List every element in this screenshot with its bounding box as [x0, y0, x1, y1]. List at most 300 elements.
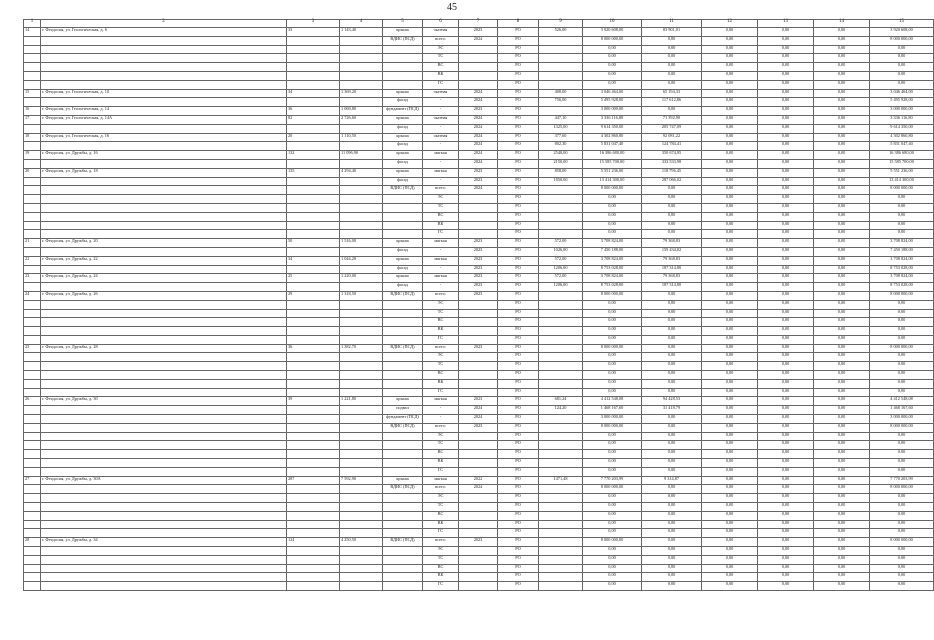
table-cell — [41, 406, 287, 415]
table-cell: 0,00 — [758, 503, 814, 512]
table-cell — [539, 573, 583, 582]
table-cell: всего: — [423, 291, 459, 300]
table-cell: РО — [498, 98, 539, 107]
table-cell — [41, 203, 287, 212]
table-cell: 0,00 — [758, 344, 814, 353]
table-row — [24, 459, 934, 468]
header-cell: 14 — [814, 20, 870, 28]
header-cell: 2 — [41, 20, 287, 28]
table-cell: 25 — [24, 344, 41, 353]
table-cell: 4 412 548,08 — [870, 397, 934, 406]
table-cell: 8 000 000,00 — [870, 36, 934, 45]
table-cell: 2023 — [459, 28, 498, 37]
table-cell: 0,00 — [642, 80, 702, 89]
header-cell: 12 — [702, 20, 758, 28]
table-cell: 0,00 — [814, 291, 870, 300]
table-cell: 1 318,50 — [340, 291, 383, 300]
table-cell: РО — [498, 230, 539, 239]
table-cell: мягкая — [423, 397, 459, 406]
table-cell — [340, 511, 383, 520]
table-cell: 92 081,22 — [642, 133, 702, 142]
table-cell: 0,00 — [702, 547, 758, 556]
table-cell — [41, 547, 287, 556]
table-cell: ВК — [423, 221, 459, 230]
table-cell — [383, 467, 423, 476]
table-cell: 0,00 — [870, 54, 934, 63]
table-cell: 0,00 — [642, 555, 702, 564]
table-cell: 0,00 — [758, 467, 814, 476]
table-cell: крыша — [383, 397, 423, 406]
table-cell — [340, 459, 383, 468]
table-cell: 0,00 — [814, 520, 870, 529]
table-cell: ВДИС (ПСД) — [383, 186, 423, 195]
table-cell: 0,00 — [642, 503, 702, 512]
table-row — [24, 80, 934, 89]
table-cell: 1026,00 — [539, 247, 583, 256]
table-cell — [287, 415, 340, 424]
table-cell — [287, 80, 340, 89]
table-cell: ГС — [423, 80, 459, 89]
table-cell: РО — [498, 485, 539, 494]
table-cell — [41, 555, 287, 564]
table-cell: 79 368,83 — [642, 256, 702, 265]
table-cell: 0,00 — [642, 212, 702, 221]
table-cell: 0,00 — [702, 71, 758, 80]
table-cell — [340, 327, 383, 336]
table-cell — [24, 309, 41, 318]
table-cell: 0,00 — [583, 230, 642, 239]
table-cell — [41, 327, 287, 336]
table-cell: 0,00 — [642, 441, 702, 450]
table-cell — [287, 177, 340, 186]
table-cell: - — [423, 406, 459, 415]
table-cell — [24, 573, 41, 582]
table-cell: 2024 — [459, 142, 498, 151]
table-cell — [383, 54, 423, 63]
table-cell: 0,00 — [870, 300, 934, 309]
table-row — [24, 115, 934, 124]
table-cell: РО — [498, 247, 539, 256]
table-cell: 0,00 — [758, 247, 814, 256]
table-cell: - — [423, 142, 459, 151]
table-cell: 2024 — [459, 115, 498, 124]
table-cell — [539, 362, 583, 371]
table-cell — [383, 450, 423, 459]
table-cell: 0,00 — [702, 195, 758, 204]
table-cell: ВС — [423, 212, 459, 221]
table-cell: 0,00 — [870, 450, 934, 459]
table-cell: ГС — [423, 388, 459, 397]
table-cell — [383, 432, 423, 441]
table-cell — [539, 423, 583, 432]
table-cell: 0,00 — [758, 212, 814, 221]
table-cell — [539, 432, 583, 441]
table-cell: 16 — [24, 107, 41, 116]
table-cell: 2023 — [459, 256, 498, 265]
table-cell: всего: — [423, 36, 459, 45]
table-cell — [383, 511, 423, 520]
header-cell: 9 — [539, 20, 583, 28]
table-cell: ВК — [423, 379, 459, 388]
table-cell: 0,00 — [702, 256, 758, 265]
table-cell: 0,00 — [870, 353, 934, 362]
table-cell: ТС — [423, 54, 459, 63]
table-cell: 5 551 236,00 — [583, 168, 642, 177]
table-row — [24, 168, 934, 177]
table-cell: г. Феодосия, ул. Дружбы, д. 26 — [41, 291, 287, 300]
table-cell — [24, 459, 41, 468]
table-cell: 3 920 608,00 — [870, 28, 934, 37]
table-cell: 0,00 — [814, 239, 870, 248]
table-cell: 0,00 — [642, 511, 702, 520]
table-row — [24, 63, 934, 72]
table-cell: 0,00 — [870, 520, 934, 529]
table-cell — [539, 450, 583, 459]
table-cell — [340, 379, 383, 388]
table-cell — [287, 423, 340, 432]
table-cell: 0,00 — [758, 107, 814, 116]
table-cell: 0,00 — [814, 71, 870, 80]
table-cell: 16 386 680,00 — [583, 151, 642, 160]
table-cell: 0,00 — [814, 450, 870, 459]
table-cell — [539, 186, 583, 195]
table-cell: крыша — [383, 89, 423, 98]
table-cell — [24, 362, 41, 371]
table-cell — [287, 353, 340, 362]
table-cell: 0,00 — [758, 362, 814, 371]
table-cell: 0,00 — [814, 459, 870, 468]
table-cell: 3 046 464,00 — [870, 89, 934, 98]
table-cell — [539, 63, 583, 72]
table-cell — [287, 54, 340, 63]
table-cell: 0,00 — [642, 63, 702, 72]
table-cell: 5 831 047,40 — [870, 142, 934, 151]
table-cell: 2024 — [459, 485, 498, 494]
table-cell: 0,00 — [814, 344, 870, 353]
table-cell: скатная — [423, 133, 459, 142]
table-cell: ВК — [423, 573, 459, 582]
table-cell — [539, 441, 583, 450]
table-cell: 1850,00 — [539, 177, 583, 186]
table-cell: 8 000 000,00 — [583, 485, 642, 494]
table-cell: фасад — [383, 177, 423, 186]
table-cell — [383, 195, 423, 204]
table-cell — [287, 511, 340, 520]
table-cell: 0,00 — [870, 45, 934, 54]
table-cell: 1 143,40 — [340, 28, 383, 37]
table-cell: фасад — [383, 265, 423, 274]
table-cell: 0,00 — [758, 335, 814, 344]
table-cell — [287, 221, 340, 230]
table-cell: 0,00 — [758, 529, 814, 538]
table-row — [24, 485, 934, 494]
table-cell — [539, 555, 583, 564]
table-cell — [459, 71, 498, 80]
table-cell — [459, 494, 498, 503]
table-cell — [287, 318, 340, 327]
table-cell — [539, 80, 583, 89]
table-cell: 0,00 — [702, 573, 758, 582]
table-cell: 0,00 — [702, 168, 758, 177]
table-cell — [383, 203, 423, 212]
table-cell: 0,00 — [814, 309, 870, 318]
table-cell: 4 302 860,80 — [870, 133, 934, 142]
table-cell: 9 614 350,00 — [583, 124, 642, 133]
table-cell — [41, 353, 287, 362]
table-cell: 0,00 — [870, 80, 934, 89]
table-cell: 0,00 — [814, 221, 870, 230]
table-cell — [340, 494, 383, 503]
table-cell — [287, 335, 340, 344]
table-cell: 79 368,83 — [642, 239, 702, 248]
table-cell: РО — [498, 388, 539, 397]
table-cell — [287, 362, 340, 371]
table-cell: 0,00 — [758, 133, 814, 142]
table-cell: РО — [498, 327, 539, 336]
table-cell: 0,00 — [758, 423, 814, 432]
table-cell: 0,00 — [702, 353, 758, 362]
table-cell: 0,00 — [758, 318, 814, 327]
table-cell: 0,00 — [870, 230, 934, 239]
table-cell — [459, 80, 498, 89]
table-cell: 1 468 167,60 — [870, 406, 934, 415]
table-cell — [539, 459, 583, 468]
table-cell: 0,00 — [642, 221, 702, 230]
table-cell: всего: — [423, 423, 459, 432]
table-cell: РО — [498, 71, 539, 80]
table-cell: РО — [498, 538, 539, 547]
table-cell: 7 770 203,99 — [870, 476, 934, 485]
table-cell: 0,00 — [583, 54, 642, 63]
table-cell — [24, 212, 41, 221]
table-cell: 0,00 — [814, 256, 870, 265]
table-cell: 0,00 — [814, 511, 870, 520]
table-cell: 0,00 — [702, 309, 758, 318]
table-cell — [539, 71, 583, 80]
table-row — [24, 547, 934, 556]
table-cell: 0,00 — [583, 335, 642, 344]
table-cell — [539, 494, 583, 503]
table-row — [24, 511, 934, 520]
table-cell — [383, 221, 423, 230]
table-cell — [539, 503, 583, 512]
table-cell: РО — [498, 459, 539, 468]
table-cell: 0,00 — [642, 362, 702, 371]
table-cell: РО — [498, 309, 539, 318]
table-cell: 0,00 — [702, 335, 758, 344]
table-cell — [41, 467, 287, 476]
table-cell: 0,00 — [758, 476, 814, 485]
table-cell — [340, 467, 383, 476]
table-cell: 15 — [24, 89, 41, 98]
table-cell — [41, 36, 287, 45]
table-cell: 2024 — [459, 159, 498, 168]
table-cell: 0,00 — [702, 124, 758, 133]
table-row — [24, 564, 934, 573]
table-cell: 0,00 — [702, 203, 758, 212]
table-cell: скатная — [423, 28, 459, 37]
table-cell: 8 000 000,00 — [870, 291, 934, 300]
table-cell — [287, 494, 340, 503]
table-cell: 333 533,98 — [642, 159, 702, 168]
table-cell: 24 — [24, 291, 41, 300]
table-cell: 0,00 — [702, 371, 758, 380]
table-cell — [340, 371, 383, 380]
table-cell: 3 000 000,00 — [583, 415, 642, 424]
table-cell: 0,00 — [870, 371, 934, 380]
table-cell — [41, 564, 287, 573]
table-row — [24, 344, 934, 353]
table-cell: 0,00 — [758, 450, 814, 459]
table-cell — [459, 371, 498, 380]
table-cell: 0,00 — [758, 256, 814, 265]
table-cell: 0,00 — [702, 291, 758, 300]
table-cell: 187 314,80 — [642, 265, 702, 274]
table-cell — [459, 467, 498, 476]
table-row — [24, 573, 934, 582]
table-cell: 0,00 — [642, 344, 702, 353]
table-cell — [539, 300, 583, 309]
table-cell: 0,00 — [702, 450, 758, 459]
table-cell: РО — [498, 450, 539, 459]
table-cell — [539, 36, 583, 45]
table-cell: 65 194,33 — [642, 89, 702, 98]
table-cell: ТС — [423, 362, 459, 371]
table-cell — [41, 63, 287, 72]
table-cell: 0,00 — [583, 212, 642, 221]
table-cell: РО — [498, 300, 539, 309]
table-cell: 0,00 — [702, 221, 758, 230]
table-cell: - — [423, 247, 459, 256]
table-cell: 0,00 — [814, 432, 870, 441]
table-cell: 0,00 — [814, 485, 870, 494]
table-cell: 0,00 — [814, 388, 870, 397]
table-row — [24, 353, 934, 362]
table-cell: г. Феодосия, ул. Дружбы, д. 30 — [41, 397, 287, 406]
table-row — [24, 291, 934, 300]
table-row — [24, 582, 934, 591]
table-cell — [287, 485, 340, 494]
table-cell: 17 — [24, 115, 41, 124]
table-cell — [340, 564, 383, 573]
table-cell — [41, 54, 287, 63]
table-cell: 0,00 — [702, 415, 758, 424]
table-cell — [539, 511, 583, 520]
table-cell: 0,00 — [758, 291, 814, 300]
table-cell — [41, 71, 287, 80]
table-cell — [24, 423, 41, 432]
table-cell: 0,00 — [702, 212, 758, 221]
table-cell — [287, 212, 340, 221]
table-cell: 0,00 — [758, 115, 814, 124]
table-cell: 0,00 — [702, 485, 758, 494]
table-cell: 0,00 — [642, 582, 702, 591]
table-cell — [340, 547, 383, 556]
table-cell: 0,00 — [702, 283, 758, 292]
table-cell: 8 000 000,00 — [870, 423, 934, 432]
header-cell: 13 — [758, 20, 814, 28]
table-cell: ЭС — [423, 45, 459, 54]
table-cell — [24, 503, 41, 512]
table-cell: 0,00 — [870, 203, 934, 212]
table-cell — [383, 63, 423, 72]
table-cell: 14 — [24, 28, 41, 37]
table-cell: 0,00 — [758, 283, 814, 292]
table-cell: 0,00 — [758, 80, 814, 89]
table-cell: 0,00 — [642, 564, 702, 573]
header-cell: 3 — [287, 20, 340, 28]
table-cell: крыша — [383, 133, 423, 142]
table-cell: РО — [498, 239, 539, 248]
table-cell: РО — [498, 406, 539, 415]
table-cell — [459, 195, 498, 204]
table-cell — [539, 415, 583, 424]
table-cell: ЭС — [423, 432, 459, 441]
table-cell — [459, 327, 498, 336]
table-cell: ВДИС (ПСД) — [383, 485, 423, 494]
table-cell: ТС — [423, 203, 459, 212]
table-cell: 0,00 — [642, 547, 702, 556]
table-cell: 0,00 — [814, 212, 870, 221]
table-cell — [41, 80, 287, 89]
table-cell: - — [423, 124, 459, 133]
table-cell: 0,00 — [702, 441, 758, 450]
table-cell: 0,00 — [642, 423, 702, 432]
table-cell: ВС — [423, 564, 459, 573]
table-cell — [41, 503, 287, 512]
table-cell: г. Феодосия, ул. Геологическая, д. 16 — [41, 133, 287, 142]
table-cell: 3 708 824,00 — [583, 274, 642, 283]
table-cell: 3 000 000,00 — [583, 107, 642, 116]
table-row — [24, 467, 934, 476]
table-cell — [340, 177, 383, 186]
table-cell: 0,00 — [702, 230, 758, 239]
table-cell: 0,00 — [642, 291, 702, 300]
table-cell — [459, 300, 498, 309]
table-cell: ВК — [423, 327, 459, 336]
table-cell: 0,00 — [814, 379, 870, 388]
table-cell: 0,00 — [870, 362, 934, 371]
table-cell — [383, 494, 423, 503]
table-cell: 0,00 — [642, 388, 702, 397]
table-cell — [287, 371, 340, 380]
table-cell: 0,00 — [814, 547, 870, 556]
table-cell — [539, 582, 583, 591]
table-cell — [539, 54, 583, 63]
table-cell: 25 — [287, 274, 340, 283]
table-cell: РО — [498, 371, 539, 380]
table-cell: 0,00 — [758, 124, 814, 133]
table-cell — [459, 547, 498, 556]
table-cell — [340, 36, 383, 45]
table-cell: 0,00 — [814, 538, 870, 547]
table-cell: - — [423, 159, 459, 168]
table-cell: 350 674,95 — [642, 151, 702, 160]
table-cell: 0,00 — [702, 388, 758, 397]
table-cell: 0,00 — [870, 335, 934, 344]
table-cell: 23 — [24, 274, 41, 283]
table-cell: 2023 — [459, 265, 498, 274]
table-cell: 1 468 167,60 — [583, 406, 642, 415]
table-cell: 0,00 — [814, 151, 870, 160]
table-cell: 0,00 — [758, 45, 814, 54]
table-cell: ВС — [423, 371, 459, 380]
table-cell: 0,00 — [758, 151, 814, 160]
table-cell: 0,00 — [758, 415, 814, 424]
table-cell — [24, 582, 41, 591]
table-cell — [287, 36, 340, 45]
table-row — [24, 335, 934, 344]
